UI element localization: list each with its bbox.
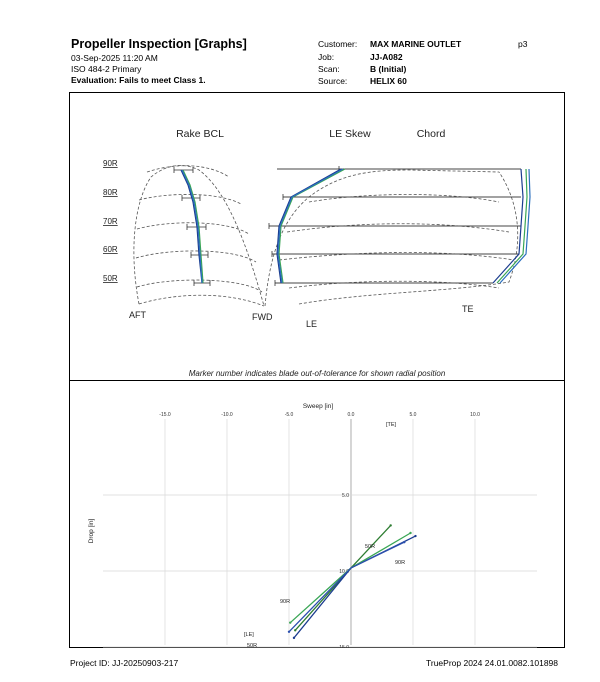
report-evaluation: Evaluation: Fails to meet Class 1.	[71, 75, 206, 85]
y-tick-label: 15.0	[339, 645, 349, 648]
series-point	[403, 541, 405, 543]
customer-label: Customer:	[318, 39, 358, 49]
le-marker-label: [LE]	[244, 632, 254, 638]
report-standard: ISO 484-2 Primary	[71, 64, 142, 74]
y-tick-label: 10.0	[339, 569, 349, 575]
chord-title: Chord	[416, 128, 446, 140]
te-marker-label: [TE]	[386, 422, 397, 428]
fwd-label: FWD	[252, 312, 273, 322]
x-axis-title: Sweep [in]	[302, 403, 334, 410]
x-tick-label: 0.0	[347, 412, 355, 418]
report-date: 03-Sep-2025 11:20 AM	[71, 53, 158, 63]
radius-label: 60R	[103, 245, 118, 254]
marker-90r: 90R	[280, 599, 291, 605]
marker-90r: 90R	[395, 560, 406, 566]
series-line-2	[294, 536, 416, 638]
customer-value: MAX MARINE OUTLET	[370, 39, 462, 49]
series-point	[289, 621, 291, 623]
report-title: Propeller Inspection [Graphs]	[71, 37, 247, 51]
project-id: Project ID: JJ-20250903-217	[70, 658, 179, 668]
x-tick-label: -5.0	[284, 412, 294, 418]
series-point	[288, 631, 290, 633]
chart-grid	[103, 419, 537, 647]
marker-50r: 50R	[365, 544, 376, 550]
series-point	[409, 532, 411, 534]
y-axis-title: Drop [in]	[88, 518, 95, 544]
radius-label: 50R	[103, 274, 118, 283]
blade-geometry-chart	[69, 92, 565, 380]
source-label: Source:	[318, 76, 348, 86]
y-tick-label: 5.0	[342, 493, 349, 499]
scan-value: B (Initial)	[370, 64, 407, 74]
series-point	[414, 535, 416, 537]
radius-label: 70R	[103, 217, 118, 226]
radius-label: 80R	[103, 188, 118, 197]
le-label: LE	[306, 319, 318, 329]
x-tick-label: -10.0	[221, 412, 233, 418]
x-tick-label: 10.0	[470, 412, 480, 418]
sweep-series	[288, 524, 417, 639]
scan-label: Scan:	[318, 64, 340, 74]
radius-label: 90R	[103, 159, 118, 168]
series-point	[389, 524, 391, 526]
aft-label: AFT	[129, 310, 146, 320]
job-label: Job:	[318, 52, 335, 62]
series-line-3	[290, 533, 410, 623]
x-tick-label: 5.0	[409, 412, 417, 418]
skew-title: LE Skew	[329, 128, 371, 140]
chord-lines	[269, 169, 521, 283]
x-tick-labels	[159, 412, 480, 418]
sweep-drop-chart	[69, 381, 565, 648]
rake-curves	[181, 170, 203, 283]
source-value: HELIX 60	[370, 76, 407, 86]
marker-50r: 50R	[247, 643, 258, 648]
software-version: TrueProp 2024 24.01.0082.101898	[426, 658, 559, 668]
rake-title: Rake BCL	[176, 128, 224, 140]
te-label: TE	[462, 304, 474, 314]
series-point	[293, 637, 295, 639]
tolerance-note: Marker number indicates blade out-of-tolerance for shown radial position	[188, 369, 446, 378]
series-point	[294, 629, 296, 631]
job-value: JJ-A082	[370, 52, 403, 62]
x-tick-label: -15.0	[159, 412, 171, 418]
page-number: p3	[518, 39, 528, 49]
rake-tolerance-markers	[174, 167, 210, 286]
